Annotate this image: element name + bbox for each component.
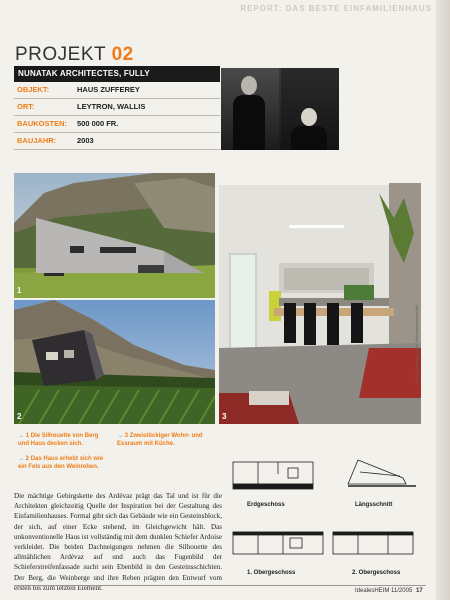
- arrow-right-icon: →: [18, 433, 24, 439]
- arrow-right-icon: →: [117, 433, 123, 439]
- photo-house-hillside: [14, 173, 215, 298]
- page-edge-shadow: [436, 0, 450, 600]
- photo-credit: Foto: Dominique Marc Wehrli/architekturbild: [414, 305, 419, 383]
- plan-label-first: 1. Obergeschoss: [247, 570, 296, 576]
- photo-number: 1: [17, 286, 22, 295]
- plan-label-second: 2. Obergeschoss: [352, 570, 401, 576]
- caption-number: 1: [25, 433, 30, 439]
- info-row-ort: [14, 99, 220, 116]
- person-head: [241, 76, 257, 95]
- portrait-left: [221, 68, 279, 150]
- project-info-box: [14, 66, 220, 150]
- info-value: 500 000 FR.: [77, 119, 119, 128]
- info-label: BAUJAHR:: [17, 136, 57, 145]
- photo-interior: [219, 173, 421, 424]
- info-row-baukosten: [14, 116, 220, 133]
- caption-1: [18, 432, 108, 448]
- person-head: [301, 108, 317, 126]
- article-body-text: Die mächtige Gebirgskette des Ardévaz prägt das Tal und ist für die Architekten gleichzeitig Quelle der Inspiration bei der Gestaltung des Einfamilienhauses. Formal gibt sich das Gebäude wie ein Gesteinsblock, der sich, auf einer Ecke stehend, im Gleichgewicht hält. Das unkonventionelle Haus ist vollständig mit dem dunklen Schiefer Ardoise verkleidet. Die beiden Dachneigungen nehmen die Silhouette des allmählichen Ardévaz auf und auch das Fugenbild der Schieferstreifenfassade sucht sein Ebenbild in den Gesteinsschichten. Der Berg, die Weinberge und ihre Reben prägten den Entwurf vom ersten bis zum letzten Element.: [14, 492, 222, 592]
- info-label: ORT:: [17, 102, 35, 111]
- floor-plans-drawing: [228, 440, 418, 580]
- caption-2: [18, 455, 108, 471]
- info-label: BAUKOSTEN:: [17, 119, 67, 128]
- photo-number: 2: [17, 412, 22, 421]
- footer-magazine: IdealesHEIM 11/2005: [355, 588, 413, 594]
- person-body: [233, 95, 265, 150]
- person-body: [291, 126, 327, 150]
- plan-label-section: Längsschnitt: [355, 502, 393, 508]
- info-value: LEYTRON, WALLIS: [77, 102, 146, 111]
- title-word: PROJEKT: [15, 44, 106, 65]
- page-number: 17: [416, 588, 423, 594]
- caption-3: [117, 432, 217, 448]
- info-row-baujahr: [14, 133, 220, 150]
- photo-1-image: [14, 173, 215, 298]
- architect-name: NUNATAK ARCHITECTES, FULLY: [14, 66, 220, 82]
- architects-portrait: [221, 68, 339, 150]
- portrait-right: [281, 68, 339, 150]
- caption-text: Das Haus erhebt sich wie ein Fels aus den Weinreben.: [18, 456, 104, 470]
- plan-label-ground: Erdgeschoss: [247, 502, 285, 508]
- caption-text: Die Silhouette von Berg und Haus decken sich.: [18, 433, 99, 447]
- photo-house-vineyard: [14, 300, 215, 424]
- photo-2-image: [14, 300, 215, 424]
- title-number: 02: [111, 44, 134, 65]
- ghost-header-text: REPORT: DAS BESTE EINFAMILIENHAUS: [240, 4, 432, 13]
- photo-3-image: [219, 173, 421, 424]
- caption-number: 2: [25, 456, 30, 462]
- photo-number: 3: [222, 412, 227, 421]
- info-label: OBJEKT:: [17, 85, 50, 94]
- caption-number: 3: [124, 433, 129, 439]
- caption-text: Zweistöckiger Wohn- und Essraum mit Küche.: [117, 433, 203, 447]
- arrow-right-icon: →: [18, 456, 24, 462]
- info-row-objekt: [14, 82, 220, 99]
- footer-rule: [14, 585, 426, 586]
- page-title: [15, 44, 134, 66]
- info-value: HAUS ZUFFEREY: [77, 85, 140, 94]
- info-value: 2003: [77, 136, 94, 145]
